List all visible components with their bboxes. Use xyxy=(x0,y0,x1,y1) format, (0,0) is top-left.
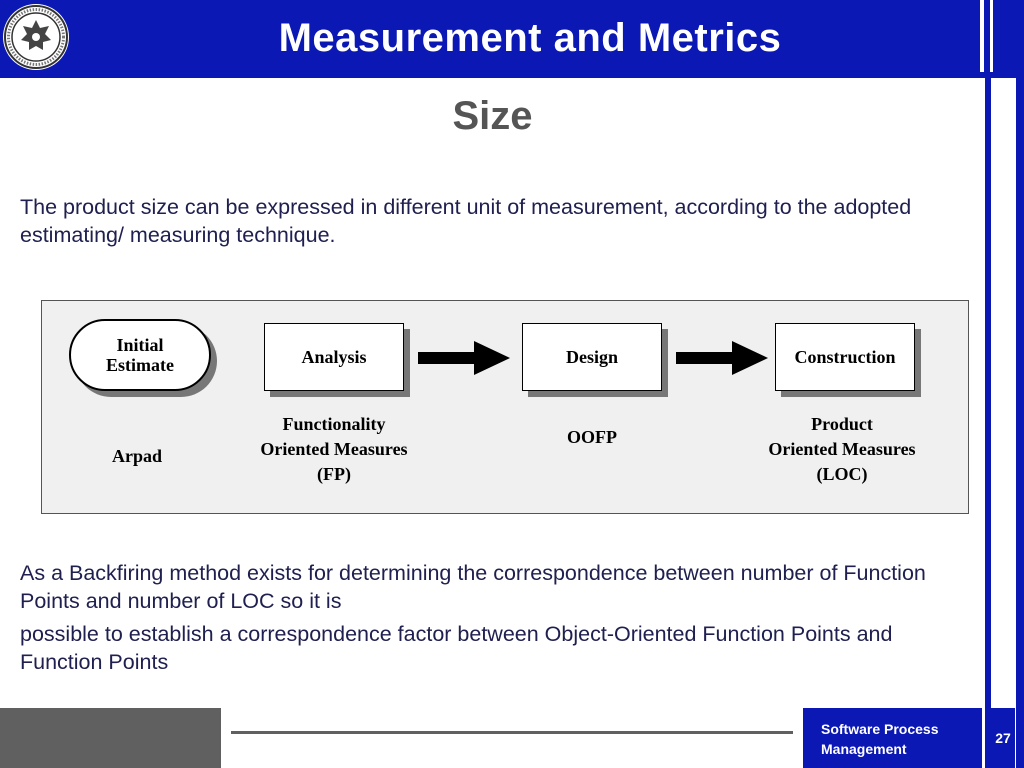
course-title-box xyxy=(803,708,982,768)
design-box xyxy=(522,323,662,391)
header-underline xyxy=(0,72,1024,78)
initial-estimate-label: Initial xyxy=(116,335,164,355)
construction-box xyxy=(775,323,915,391)
right-border-bar xyxy=(1016,72,1024,768)
correspondence-paragraph: possible to establish a correspondence factor between Object-Oriented Function Points and Function Points xyxy=(20,622,893,674)
course-title-line: Software Process xyxy=(821,721,939,737)
size-measures-diagram xyxy=(41,300,969,514)
right-border-bar xyxy=(985,72,991,768)
page-number: 27 xyxy=(991,708,1015,768)
construction-label: Construction xyxy=(794,346,896,367)
arpad-label: Arpad xyxy=(111,446,162,466)
right-arrow-icon xyxy=(418,341,510,375)
loc-caption-line: Product xyxy=(811,414,873,434)
backfiring-paragraph: As a Backfiring method exists for determining the correspondence between number of Function Points and number of LOC so it is xyxy=(20,561,926,613)
footer-rule xyxy=(231,731,793,734)
analysis-box xyxy=(264,323,404,391)
footer-grey-block xyxy=(0,708,221,768)
header-divider xyxy=(980,0,984,72)
initial-estimate-box xyxy=(69,319,211,391)
design-label: Design xyxy=(565,346,618,367)
fp-caption-line: Oriented Measures xyxy=(260,439,408,459)
intro-paragraph: The product size can be expressed in different unit of measurement, according to the adopted estimating/ measuring technique. xyxy=(20,195,912,247)
university-seal-logo xyxy=(3,4,69,70)
header-divider xyxy=(990,0,993,72)
right-arrow-icon xyxy=(676,341,768,375)
loc-caption-line: (LOC) xyxy=(816,464,868,484)
loc-caption-line: Oriented Measures xyxy=(768,439,916,459)
course-title-line: Management xyxy=(821,741,907,757)
oofp-label: OOFP xyxy=(567,427,617,447)
fp-caption xyxy=(234,412,434,487)
initial-estimate-label: Estimate xyxy=(106,355,174,375)
fp-caption-line: (FP) xyxy=(317,464,351,484)
loc-caption xyxy=(742,412,942,487)
slide-header-title: Measurement and Metrics xyxy=(278,16,782,60)
fp-caption-line: Functionality xyxy=(282,414,386,434)
analysis-label: Analysis xyxy=(301,346,367,367)
slide-subtitle: Size xyxy=(452,94,533,138)
